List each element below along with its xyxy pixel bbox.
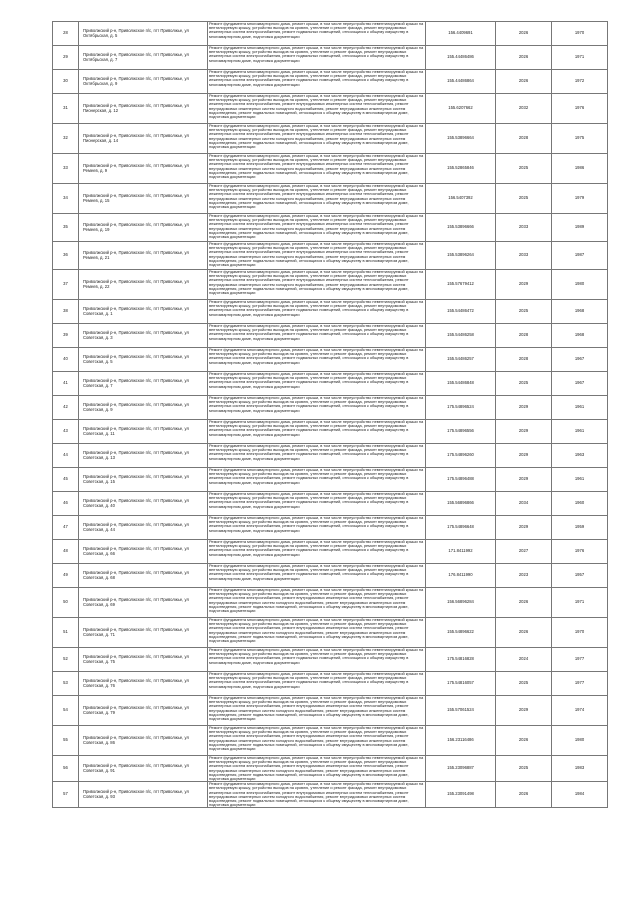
row-cadastral-number: 155.54486848 [426,372,496,396]
row-planned-year: 2026 [496,46,552,70]
row-number: 43 [53,420,79,444]
row-works: Ремонт фундамента многоквартирного дома, ремонт крыши, в том числе переустройство невентилируемой крыши на вентилируемую крышу, устройство выходов на кровлю, утепление и ремонт фасада, ремонт внутридомовых инженерных систем электроснабжения, ремонт внутридомовых инженерных систем теплоснабжения, ремонт внутридомовых инженерных систем холодного водоснабжения, ремонт внутридомовых инженерных систем водоотведения, ремонт подвальных помещений, относящихся к общему имуществу в многоквартирном доме, подготовка документации [208,214,426,242]
row-planned-year: 2028 [496,348,552,372]
table-row [53,420,608,444]
row-works: Ремонт фундамента многоквартирного дома, ремонт крыши, в том числе переустройство невентилируемой крыши на вентилируемую крышу, устройство выходов на кровлю, утепление и ремонт фасада, ремонт внутридомовых инженерных систем электроснабжения, ремонт внутридомовых инженерных систем теплоснабжения, ремонт внутридомовых инженерных систем холодного водоснабжения, ремонт внутридомовых инженерных систем водоотведения, ремонт подвальных помещений, относящихся к общему имуществу в многоквартирном доме, подготовка документации [208,242,426,270]
table-row [53,672,608,696]
row-planned-year: 2032 [496,94,552,124]
row-address: Приволжский р-н, Приволжское п/с, пгт Приволжье, ул Советская, д. 13 [79,444,208,468]
row-address: Приволжский р-н, Приволжское п/с, пгт Приволжье, ул Советская, д. 9 [79,396,208,420]
row-address: Приволжский р-н, Приволжское п/с, пгт Приволжье, ул Советская, д. 75 [79,648,208,672]
row-number: 38 [53,300,79,324]
row-cadastral-number: 175.54896488 [426,468,496,492]
row-year-built: 1976 [552,94,608,124]
row-planned-year: 2026 [496,618,552,648]
table-row [53,22,608,46]
row-works: Ремонт фундамента многоквартирного дома, ремонт крыши, в том числе переустройство невентилируемой крыши на вентилируемую крышу, устройство выходов на кровлю, утепление и ремонт фасада, ремонт внутридомовых инженерных систем электроснабжения, ремонт подвальных помещений, относящихся к общему имуществу в многоквартирном доме, подготовка документации [208,420,426,444]
row-year-built: 1957 [552,564,608,588]
row-works: Ремонт фундамента многоквартирного дома, ремонт крыши, в том числе переустройство невентилируемой крыши на вентилируемую крышу, устройство выходов на кровлю, утепление и ремонт фасада, ремонт внутридомовых инженерных систем электроснабжения, ремонт внутридомовых инженерных систем теплоснабжения, ремонт внутридомовых инженерных систем холодного водоснабжения, ремонт внутридомовых инженерных систем водоотведения, ремонт подвальных помещений, относящихся к общему имуществу в многоквартирном доме, подготовка документации [208,726,426,756]
row-works: Ремонт фундамента многоквартирного дома, ремонт крыши, в том числе переустройство невентилируемой крыши на вентилируемую крышу, устройство выходов на кровлю, утепление и ремонт фасада, ремонт внутридомовых инженерных систем электроснабжения, ремонт подвальных помещений, относящихся к общему имуществу в многоквартирном доме, подготовка документации [208,492,426,516]
row-address: Приволжский р-н, Приволжское п/с, пгт Приволжье, ул Советская, д. 93 [79,782,208,808]
row-planned-year: 2034 [496,492,552,516]
row-year-built: 1975 [552,124,608,154]
row-cadastral-number: 155.44486864 [426,70,496,94]
row-planned-year: 2029 [496,270,552,300]
row-year-built: 1979 [552,184,608,214]
row-planned-year: 2025 [496,672,552,696]
row-cadastral-number: 155.54486257 [426,348,496,372]
table-body [53,22,608,808]
row-number: 39 [53,324,79,348]
row-number: 32 [53,124,79,154]
row-year-built: 1987 [552,242,608,270]
table-row [53,726,608,756]
table-row [53,696,608,726]
row-cadastral-number: 155.57679412 [426,270,496,300]
table-row [53,70,608,94]
row-planned-year: 2025 [496,300,552,324]
row-year-built: 1971 [552,588,608,618]
row-number: 48 [53,540,79,564]
row-cadastral-number: 156.56896284 [426,588,496,618]
row-cadastral-number: 156.5407392 [426,184,496,214]
row-year-built: 1971 [552,46,608,70]
row-number: 55 [53,726,79,756]
row-number: 57 [53,782,79,808]
row-address: Приволжский р-н, Приволжское п/с, пгт Приволжье, ул Советская, д. 11 [79,420,208,444]
row-address: Приволжский р-н, Приволжское п/с, пгт Приволжье, ул Ремеев, д. 15 [79,184,208,214]
row-cadastral-number: 175.54816828 [426,648,496,672]
row-address: Приволжский р-н, Приволжское п/с, пгт Приволжье, ул Советская, д. 3 [79,324,208,348]
row-address: Приволжский р-н, Приволжское п/с, пгт Приволжье, ул Ремеев, д. 9 [79,154,208,184]
row-year-built: 1961 [552,396,608,420]
table-row [53,124,608,154]
row-address: Приволжский р-н, Приволжское п/с, пгт Приволжье, ул Советская, д. 69 [79,588,208,618]
row-cadastral-number: 171.8411992 [426,540,496,564]
row-cadastral-number: 176.8411990 [426,564,496,588]
row-number: 37 [53,270,79,300]
row-planned-year: 2029 [496,516,552,540]
row-works: Ремонт фундамента многоквартирного дома, ремонт крыши, в том числе переустройство невентилируемой крыши на вентилируемую крышу, устройство выходов на кровлю, утепление и ремонт фасада, ремонт внутридомовых инженерных систем электроснабжения, ремонт подвальных помещений, относящихся к общему имуществу в многоквартирном доме, подготовка документации [208,564,426,588]
row-planned-year: 2033 [496,242,552,270]
row-works: Ремонт фундамента многоквартирного дома, ремонт крыши, в том числе переустройство невентилируемой крыши на вентилируемую крышу, устройство выходов на кровлю, утепление и ремонт фасада, ремонт внутридомовых инженерных систем электроснабжения, ремонт подвальных помещений, относящихся к общему имуществу в многоквартирном доме, подготовка документации [208,300,426,324]
row-address: Приволжский р-н, Приволжское п/с, пгт Приволжье, ул Октябрьская, д. 9 [79,70,208,94]
table-row [53,348,608,372]
row-works: Ремонт фундамента многоквартирного дома, ремонт крыши, в том числе переустройство невентилируемой крыши на вентилируемую крышу, устройство выходов на кровлю, утепление и ремонт фасада, ремонт внутридомовых инженерных систем электроснабжения, ремонт внутридомовых инженерных систем теплоснабжения, ремонт внутридомовых инженерных систем холодного водоснабжения, ремонт внутридомовых инженерных систем водоотведения, ремонт подвальных помещений, относящихся к общему имуществу в многоквартирном доме, подготовка документации [208,588,426,618]
row-year-built: 1963 [552,444,608,468]
row-year-built: 1984 [552,782,608,808]
row-address: Приволжский р-н, Приволжское п/с, пгт Приволжье, ул Пионерская, д. 14 [79,124,208,154]
row-year-built: 1968 [552,300,608,324]
row-number: 31 [53,94,79,124]
table-row [53,782,608,808]
row-works: Ремонт фундамента многоквартирного дома, ремонт крыши, в том числе переустройство невентилируемой крыши на вентилируемую крышу, устройство выходов на кровлю, утепление и ремонт фасада, ремонт внутридомовых инженерных систем электроснабжения, ремонт внутридомовых инженерных систем теплоснабжения, ремонт внутридомовых инженерных систем холодного водоснабжения, ремонт внутридомовых инженерных систем водоотведения, ремонт подвальных помещений, относящихся к общему имуществу в многоквартирном доме, подготовка документации [208,184,426,214]
row-address: Приволжский р-н, Приволжское п/с, пгт Приволжье, ул Октябрьская, д. 5 [79,22,208,46]
row-address: Приволжский р-н, Приволжское п/с, пгт Приволжье, ул Советская, д. 7 [79,372,208,396]
row-year-built: 1970 [552,618,608,648]
row-works: Ремонт фундамента многоквартирного дома, ремонт крыши, в том числе переустройство невентилируемой крыши на вентилируемую крышу, устройство выходов на кровлю, утепление и ремонт фасада, ремонт внутридомовых инженерных систем электроснабжения, ремонт подвальных помещений, относящихся к общему имуществу в многоквартирном доме, подготовка документации [208,324,426,348]
row-number: 47 [53,516,79,540]
row-cadastral-number: 155.54896622 [426,618,496,648]
row-planned-year: 2024 [496,648,552,672]
row-works: Ремонт фундамента многоквартирного дома, ремонт крыши, в том числе переустройство невентилируемой крыши на вентилируемую крышу, устройство выходов на кровлю, утепление и ремонт фасада, ремонт внутридомовых инженерных систем электроснабжения, ремонт внутридомовых инженерных систем теплоснабжения, ремонт внутридомовых инженерных систем холодного водоснабжения, ремонт внутридомовых инженерных систем водоотведения, ремонт подвальных помещений, относящихся к общему имуществу в многоквартирном доме, подготовка документации [208,756,426,782]
table-row [53,588,608,618]
row-number: 46 [53,492,79,516]
row-year-built: 1959 [552,516,608,540]
row-year-built: 1977 [552,672,608,696]
row-number: 34 [53,184,79,214]
row-number: 56 [53,756,79,782]
row-works: Ремонт фундамента многоквартирного дома, ремонт крыши, в том числе переустройство невентилируемой крыши на вентилируемую крышу, устройство выходов на кровлю, утепление и ремонт фасада, ремонт внутридомовых инженерных систем электроснабжения, ремонт подвальных помещений, относящихся к общему имуществу в многоквартирном доме, подготовка документации [208,70,426,94]
row-works: Ремонт фундамента многоквартирного дома, ремонт крыши, в том числе переустройство невентилируемой крыши на вентилируемую крышу, устройство выходов на кровлю, утепление и ремонт фасада, ремонт внутридомовых инженерных систем электроснабжения, ремонт внутридомовых инженерных систем теплоснабжения, ремонт внутридомовых инженерных систем холодного водоснабжения, ремонт внутридомовых инженерных систем водоотведения, ремонт подвальных помещений, относящихся к общему имуществу в многоквартирном доме, подготовка документации [208,618,426,648]
row-number: 53 [53,672,79,696]
row-planned-year: 2026 [496,22,552,46]
row-cadastral-number: 175.54816057 [426,672,496,696]
row-planned-year: 2026 [496,70,552,94]
table-row [53,324,608,348]
row-address: Приволжский р-н, Приволжское п/с, пгт Приволжье, ул Советская, д. 5 [79,348,208,372]
table-row [53,516,608,540]
table-row [53,184,608,214]
row-planned-year: 2028 [496,124,552,154]
row-number: 41 [53,372,79,396]
row-number: 51 [53,618,79,648]
row-address: Приволжский р-н, Приволжское п/с, пгт Приволжье, ул Ремеев, д. 19 [79,214,208,242]
row-works: Ремонт фундамента многоквартирного дома, ремонт крыши, в том числе переустройство невентилируемой крыши на вентилируемую крышу, устройство выходов на кровлю, утепление и ремонт фасада, ремонт внутридомовых инженерных систем электроснабжения, ремонт подвальных помещений, относящихся к общему имуществу в многоквартирном доме, подготовка документации [208,516,426,540]
row-year-built: 1976 [552,540,608,564]
row-cadastral-number: 155.44486486 [426,46,496,70]
table-row [53,618,608,648]
row-year-built: 1967 [552,348,608,372]
row-cadastral-number: 155.54486258 [426,324,496,348]
row-works: Ремонт фундамента многоквартирного дома, ремонт крыши, в том числе переустройство невентилируемой крыши на вентилируемую крышу, устройство выходов на кровлю, утепление и ремонт фасада, ремонт внутридомовых инженерных систем электроснабжения, ремонт подвальных помещений, относящихся к общему имуществу в многоквартирном доме, подготовка документации [208,540,426,564]
row-cadastral-number: 175.54896556 [426,420,496,444]
table-row [53,94,608,124]
row-cadastral-number: 155.56896866 [426,492,496,516]
row-number: 52 [53,648,79,672]
row-works: Ремонт фундамента многоквартирного дома, ремонт крыши, в том числе переустройство невентилируемой крыши на вентилируемую крышу, устройство выходов на кровлю, утепление и ремонт фасада, ремонт внутридомовых инженерных систем электроснабжения, ремонт подвальных помещений, относящихся к общему имуществу в многоквартирном доме, подготовка документации [208,444,426,468]
table-row [53,444,608,468]
row-number: 28 [53,22,79,46]
row-cadastral-number: 155.53896264 [426,242,496,270]
row-cadastral-number: 155.6207662 [426,94,496,124]
row-address: Приволжский р-н, Приволжское п/с, пгт Приволжье, ул Советская, д. 44 [79,516,208,540]
table-row [53,46,608,70]
row-cadastral-number: 175.54896260 [426,444,496,468]
row-cadastral-number: 156.4409691 [426,22,496,46]
row-number: 49 [53,564,79,588]
row-cadastral-number: 155.54486472 [426,300,496,324]
table-row [53,270,608,300]
row-works: Ремонт фундамента многоквартирного дома, ремонт крыши, в том числе переустройство невентилируемой крыши на вентилируемую крышу, устройство выходов на кровлю, утепление и ремонт фасада, ремонт внутридомовых инженерных систем электроснабжения, ремонт подвальных помещений, относящихся к общему имуществу в многоквартирном доме, подготовка документации [208,468,426,492]
row-address: Приволжский р-н, Приволжское п/с, пгт Приволжье, ул Ремеев, д. 22 [79,270,208,300]
row-cadastral-number: 155.23096887 [426,756,496,782]
table-row [53,396,608,420]
row-planned-year: 2029 [496,396,552,420]
row-number: 30 [53,70,79,94]
row-number: 45 [53,468,79,492]
row-cadastral-number: 155.23091498 [426,782,496,808]
row-works: Ремонт фундамента многоквартирного дома, ремонт крыши, в том числе переустройство невентилируемой крыши на вентилируемую крышу, устройство выходов на кровлю, утепление и ремонт фасада, ремонт внутридомовых инженерных систем электроснабжения, ремонт внутридомовых инженерных систем теплоснабжения, ремонт внутридомовых инженерных систем холодного водоснабжения, ремонт внутридомовых инженерных систем водоотведения, ремонт подвальных помещений, относящихся к общему имуществу в многоквартирном доме, подготовка документации [208,270,426,300]
row-address: Приволжский р-н, Приволжское п/с, пгт Приволжье, ул Пионерская, д. 12 [79,94,208,124]
row-year-built: 1974 [552,696,608,726]
row-year-built: 1977 [552,648,608,672]
row-year-built: 1961 [552,468,608,492]
row-number: 50 [53,588,79,618]
row-year-built: 1980 [552,270,608,300]
row-year-built: 1968 [552,324,608,348]
row-address: Приволжский р-н, Приволжское п/с, пгт Приволжье, ул Советская, д. 71 [79,618,208,648]
row-planned-year: 2027 [496,540,552,564]
row-planned-year: 2025 [496,184,552,214]
row-year-built: 1986 [552,154,608,184]
table-row [53,214,608,242]
row-number: 29 [53,46,79,70]
row-number: 54 [53,696,79,726]
row-year-built: 1972 [552,70,608,94]
row-planned-year: 2033 [496,214,552,242]
row-planned-year: 2028 [496,324,552,348]
table-row [53,300,608,324]
row-address: Приволжский р-н, Приволжское п/с, пгт Приволжье, ул Советская, д. 15 [79,468,208,492]
row-works: Ремонт фундамента многоквартирного дома, ремонт крыши, в том числе переустройство невентилируемой крыши на вентилируемую крышу, устройство выходов на кровлю, утепление и ремонт фасада, ремонт внутридомовых инженерных систем электроснабжения, ремонт подвальных помещений, относящихся к общему имуществу в многоквартирном доме, подготовка документации [208,396,426,420]
row-year-built: 1989 [552,214,608,242]
row-year-built: 1980 [552,726,608,756]
row-works: Ремонт фундамента многоквартирного дома, ремонт крыши, в том числе переустройство невентилируемой крыши на вентилируемую крышу, устройство выходов на кровлю, утепление и ремонт фасада, ремонт внутридомовых инженерных систем электроснабжения, ремонт внутридомовых инженерных систем теплоснабжения, ремонт внутридомовых инженерных систем холодного водоснабжения, ремонт внутридомовых инженерных систем водоотведения, ремонт подвальных помещений, относящихся к общему имуществу в многоквартирном доме, подготовка документации [208,154,426,184]
row-cadastral-number: 155.53896664 [426,124,496,154]
row-number: 44 [53,444,79,468]
row-works: Ремонт фундамента многоквартирного дома, ремонт крыши, в том числе переустройство невентилируемой крыши на вентилируемую крышу, устройство выходов на кровлю, утепление и ремонт фасада, ремонт внутридомовых инженерных систем электроснабжения, ремонт подвальных помещений, относящихся к общему имуществу в многоквартирном доме, подготовка документации [208,372,426,396]
table-row [53,564,608,588]
row-year-built: 1961 [552,420,608,444]
table-row [53,756,608,782]
row-year-built: 1970 [552,22,608,46]
row-address: Приволжский р-н, Приволжское п/с, пгт Приволжье, ул Советская, д. 86 [79,726,208,756]
row-cadastral-number: 155.57061524 [426,696,496,726]
row-year-built: 1960 [552,492,608,516]
row-address: Приволжский р-н, Приволжское п/с, пгт Приволжье, ул Советская, д. 40 [79,492,208,516]
row-address: Приволжский р-н, Приволжское п/с, пгт Приволжье, ул Советская, д. 1 [79,300,208,324]
row-works: Ремонт фундамента многоквартирного дома, ремонт крыши, в том числе переустройство невентилируемой крыши на вентилируемую крышу, устройство выходов на кровлю, утепление и ремонт фасада, ремонт внутридомовых инженерных систем электроснабжения, ремонт внутридомовых инженерных систем теплоснабжения, ремонт внутридомовых инженерных систем холодного водоснабжения, ремонт внутридомовых инженерных систем водоотведения, ремонт подвальных помещений, относящихся к общему имуществу в многоквартирном доме, подготовка документации [208,124,426,154]
row-address: Приволжский р-н, Приволжское п/с, пгт Приволжье, ул Советская, д. 76 [79,672,208,696]
row-number: 33 [53,154,79,184]
row-cadastral-number: 155.53896666 [426,214,496,242]
row-number: 35 [53,214,79,242]
row-planned-year: 2029 [496,444,552,468]
row-planned-year: 2023 [496,564,552,588]
row-planned-year: 2026 [496,588,552,618]
row-planned-year: 2026 [496,726,552,756]
capital-repair-table [52,21,608,808]
row-number: 42 [53,396,79,420]
row-works: Ремонт фундамента многоквартирного дома, ремонт крыши, в том числе переустройство невентилируемой крыши на вентилируемую крышу, устройство выходов на кровлю, утепление и ремонт фасада, ремонт внутридомовых инженерных систем электроснабжения, ремонт подвальных помещений, относящихся к общему имуществу в многоквартирном доме, подготовка документации [208,348,426,372]
row-planned-year: 2029 [496,420,552,444]
row-works: Ремонт фундамента многоквартирного дома, ремонт крыши, в том числе переустройство невентилируемой крыши на вентилируемую крышу, устройство выходов на кровлю, утепление и ремонт фасада, ремонт внутридомовых инженерных систем электроснабжения, ремонт подвальных помещений, относящихся к общему имуществу в многоквартирном доме, подготовка документации [208,22,426,46]
row-works: Ремонт фундамента многоквартирного дома, ремонт крыши, в том числе переустройство невентилируемой крыши на вентилируемую крышу, устройство выходов на кровлю, утепление и ремонт фасада, ремонт внутридомовых инженерных систем электроснабжения, ремонт подвальных помещений, относящихся к общему имуществу в многоквартирном доме, подготовка документации [208,46,426,70]
row-works: Ремонт фундамента многоквартирного дома, ремонт крыши, в том числе переустройство невентилируемой крыши на вентилируемую крышу, устройство выходов на кровлю, утепление и ремонт фасада, ремонт внутридомовых инженерных систем электроснабжения, ремонт внутридомовых инженерных систем теплоснабжения, ремонт внутридомовых инженерных систем холодного водоснабжения, ремонт внутридомовых инженерных систем водоотведения, ремонт подвальных помещений, относящихся к общему имуществу в многоквартирном доме, подготовка документации [208,94,426,124]
row-year-built: 1983 [552,756,608,782]
document-page [52,21,607,808]
row-address: Приволжский р-н, Приволжское п/с, пгт Приволжье, ул Советская, д. 79 [79,696,208,726]
row-year-built: 1967 [552,372,608,396]
row-cadastral-number: 175.54896524 [426,396,496,420]
row-address: Приволжский р-н, Приволжское п/с, пгт Приволжье, ул Ремеев, д. 21 [79,242,208,270]
table-row [53,154,608,184]
row-address: Приволжский р-н, Приволжское п/с, пгт Приволжье, ул Советская, д. 91 [79,756,208,782]
row-address: Приволжский р-н, Приволжское п/с, пгт Приволжье, ул Советская, д. 68 [79,564,208,588]
table-row [53,242,608,270]
row-cadastral-number: 156.23116486 [426,726,496,756]
table-row [53,372,608,396]
row-works: Ремонт фундамента многоквартирного дома, ремонт крыши, в том числе переустройство невентилируемой крыши на вентилируемую крышу, устройство выходов на кровлю, утепление и ремонт фасада, ремонт внутридомовых инженерных систем электроснабжения, ремонт подвальных помещений, относящихся к общему имуществу в многоквартирном доме, подготовка документации [208,672,426,696]
row-planned-year: 2029 [496,696,552,726]
row-cadastral-number: 155.52865846 [426,154,496,184]
row-works: Ремонт фундамента многоквартирного дома, ремонт крыши, в том числе переустройство невентилируемой крыши на вентилируемую крышу, устройство выходов на кровлю, утепление и ремонт фасада, ремонт внутридомовых инженерных систем электроснабжения, ремонт подвальных помещений, относящихся к общему имуществу в многоквартирном доме, подготовка документации [208,648,426,672]
row-planned-year: 2026 [496,782,552,808]
row-planned-year: 2025 [496,372,552,396]
row-address: Приволжский р-н, Приволжское п/с, пгт Приволжье, ул Октябрьская, д. 7 [79,46,208,70]
table-row [53,468,608,492]
row-planned-year: 2029 [496,468,552,492]
table-row [53,540,608,564]
row-planned-year: 2025 [496,756,552,782]
row-number: 40 [53,348,79,372]
row-planned-year: 2025 [496,154,552,184]
table-row [53,648,608,672]
row-works: Ремонт фундамента многоквартирного дома, ремонт крыши, в том числе переустройство невентилируемой крыши на вентилируемую крышу, устройство выходов на кровлю, утепление и ремонт фасада, ремонт внутридомовых инженерных систем электроснабжения, ремонт внутридомовых инженерных систем теплоснабжения, ремонт внутридомовых инженерных систем холодного водоснабжения, ремонт внутридомовых инженерных систем водоотведения, ремонт подвальных помещений, относящихся к общему имуществу в многоквартирном доме, подготовка документации [208,696,426,726]
row-address: Приволжский р-н, Приволжское п/с, пгт Приволжье, ул Советская, д. 66 [79,540,208,564]
table-row [53,492,608,516]
row-cadastral-number: 175.54896648 [426,516,496,540]
row-number: 36 [53,242,79,270]
row-works: Ремонт фундамента многоквартирного дома, ремонт крыши, в том числе переустройство невентилируемой крыши на вентилируемую крышу, устройство выходов на кровлю, утепление и ремонт фасада, ремонт внутридомовых инженерных систем электроснабжения, ремонт внутридомовых инженерных систем теплоснабжения, ремонт внутридомовых инженерных систем холодного водоснабжения, ремонт внутридомовых инженерных систем водоотведения, ремонт подвальных помещений, относящихся к общему имуществу в многоквартирном доме, подготовка документации [208,782,426,808]
